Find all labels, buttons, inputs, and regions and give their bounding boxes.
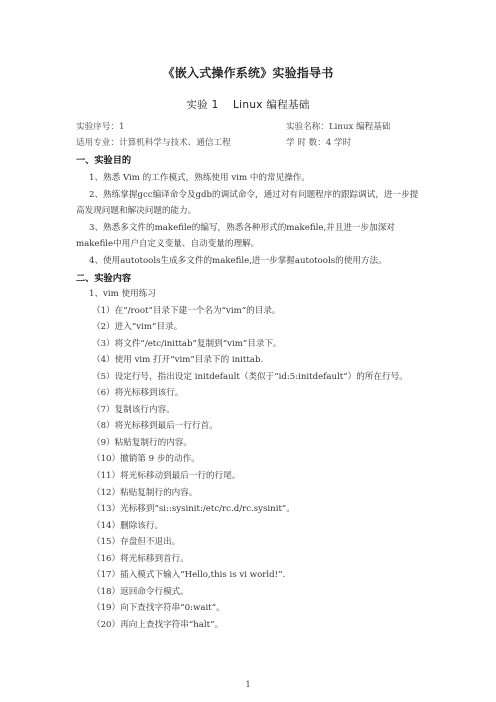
page-number: 1	[245, 680, 251, 689]
objective-3-line-2: makefile中用户自定义变量、自动变量的理解。	[76, 239, 260, 249]
objective-3-line-1: 3、熟悉多文件的makefile的编写，熟悉各种形式的makefile,并且进一步加深对	[89, 223, 395, 233]
step-13: （13）光标移到“si::sysinit:/etc/rc.d/rc.sysinit”。	[92, 504, 295, 514]
step-8: （8）将光标移到最后一行行首。	[92, 421, 218, 431]
step-7: （7）复制该行内容。	[92, 405, 175, 415]
objective-4: 4、使用autotools生成多文件的makefile,进一步掌握autotools的使用方法。	[89, 256, 387, 266]
step-2: （2）进入“vim”目录。	[92, 322, 183, 332]
step-5: （5）设定行号，指出设定 initdefault（类似于“id:5:initdefault”）的所在行号。	[92, 372, 408, 382]
step-17: （17）插入模式下输入“Hello,this is vi world!”.	[92, 570, 286, 580]
step-4: （4）使用 vim 打开“vim”目录下的 inittab.	[92, 355, 264, 365]
objective-2-line-1: 2、熟练掌握gcc编译命令及gdb的调试命令，通过对有问题程序的跟踪调试，进一步提	[89, 190, 419, 200]
class-hours: 学 时 数：4 学时	[286, 138, 352, 148]
step-6: （6）将光标移到该行。	[92, 388, 184, 398]
section-heading-objectives: 一、实验目的	[76, 155, 132, 166]
experiment-name: 实验名称：Linux 编程基础	[286, 122, 391, 132]
step-14: （14）删除该行。	[92, 521, 164, 531]
objective-1: 1、熟悉 Vim 的工作模式，熟练使用 vim 中的常见操作。	[89, 173, 310, 183]
step-20: （20）再向上查找字符串“halt”。	[92, 620, 224, 630]
objective-2-line-2: 高发现问题和解决问题的能力。	[76, 206, 197, 216]
step-11: （11）将光标移动到最后一行的行尾。	[92, 471, 241, 481]
experiment-subtitle: 实验 1 Linux 编程基础	[186, 99, 310, 111]
step-10: （10）撤销第 9 步的动作。	[92, 454, 200, 464]
step-1: （1）在“/root”目录下建一个名为“vim”的目录。	[92, 306, 281, 316]
section-heading-contents: 二、实验内容	[76, 273, 132, 284]
subsection-vim-practice: 1、vim 使用练习	[89, 289, 156, 299]
step-9: （9）粘贴复制行的内容。	[92, 438, 192, 448]
step-12: （12）粘贴复制行的内容。	[92, 488, 198, 498]
experiment-number: 实验序号：1	[76, 122, 125, 132]
applicable-major: 适用专业：计算机科学与技术、通信工程	[76, 138, 231, 148]
document-title: 《嵌入式操作系统》实验指导书	[162, 66, 334, 80]
step-19: （19）向下查找字符串“0:wait”。	[92, 603, 225, 613]
step-16: （16）将光标移到首行。	[92, 554, 189, 564]
step-3: （3）将文件“/etc/inittab”复制到“vim”目录下。	[92, 339, 282, 349]
step-15: （15）存盘但不退出。	[92, 537, 181, 547]
step-18: （18）返回命令行模式。	[92, 587, 189, 597]
